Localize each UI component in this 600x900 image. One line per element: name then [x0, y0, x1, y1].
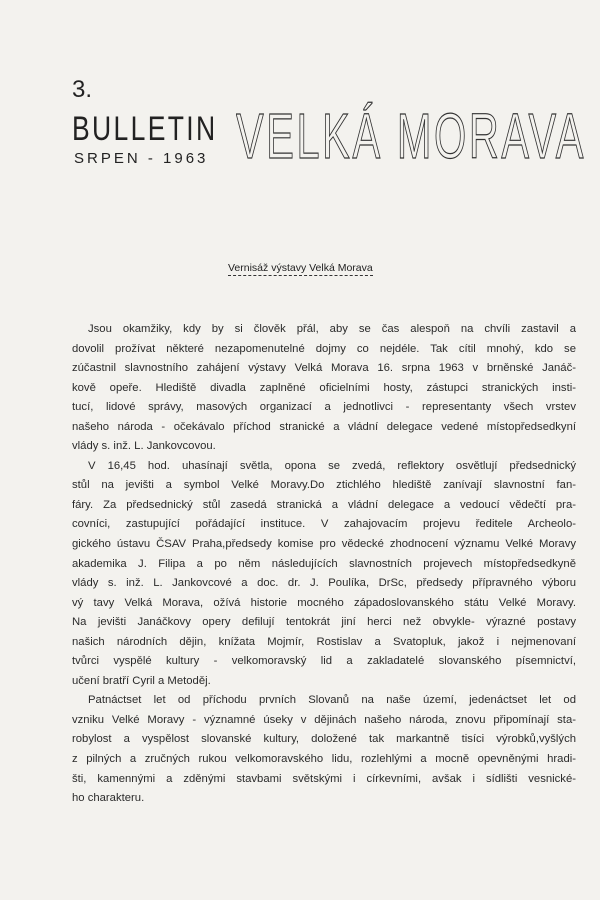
- text-line: zúčastnil slavnostního zahájení výstavy Velká Morava 16. srpna 1963 v brněnské Janáč-: [72, 362, 576, 375]
- text-line: vlády s. inž. L. Jankovcové a doc. dr. J. Poulíka, DrSc, předsedy přípravného výboru: [72, 577, 576, 590]
- issue-date: SRPEN - 1963: [74, 150, 209, 167]
- velka-morava-logo: [236, 98, 590, 166]
- text-line: našich národních dějin, knížata Mojmír, Rostislav a Svatopluk, jakož i nejmenovaní: [72, 635, 576, 648]
- article-title: Vernisáž výstavy Velká Morava: [228, 262, 373, 274]
- issue-number: 3.: [72, 76, 93, 103]
- bulletin-label: BULLETIN: [72, 110, 218, 148]
- text-line: robylost a vyspělost slovanské kultury, doložené tak markantně tisíci výrobků,vyšlých: [72, 733, 576, 746]
- text-line: fáry. Za předsednický stůl zasedá stranická a vládní delegace a vedoucí vědečtí pra-: [72, 498, 576, 511]
- text-line: covníci, zastupující pořádající instituce. V zahajovacím projevu ředitele Archeolo-: [72, 518, 576, 531]
- text-line: Jsou okamžiky, kdy by si člověk přál, aby se čas alespoň na chvíli zastavil a: [88, 323, 576, 335]
- text-line: našeho národa - očekávalo příchod stranické a vládní delegace vedené místopředsedkyní: [72, 420, 576, 433]
- text-line: tucí, lidové správy, masových organizací a jednotlivci - representanty všech vrstev: [72, 401, 576, 414]
- text-line: vý tavy Velká Morava, ožívá historie mocného západoslovanského státu Velké Moravy.: [72, 596, 576, 609]
- text-line: akademika J. Filipa a po něm následujících slavnostních projevech místopředsedkyně: [72, 557, 576, 570]
- text-line: V 16,45 hod. uhasínají světla, opona se zvedá, reflektory osvětlují předsednický: [88, 459, 576, 472]
- text-line: Patnáctset let od příchodu prvních Slovanů na naše území, jedenáctset let od: [88, 694, 576, 707]
- text-line: ho charakteru.: [72, 792, 145, 805]
- article-body: [72, 320, 576, 809]
- text-line: vzniku Velké Moravy - významné úseky v dějinách našeho národa, znovu připomínají sta-: [72, 713, 576, 726]
- text-line: dovolil prožívat některé nezapomenutelné dojmy co nejdéle. Tak cítil mnohý, kdo se: [72, 342, 576, 355]
- text-line: kově opeře. Hlediště divadla zaplněné oficielními hosty, zástupci stranických insti-: [72, 381, 576, 394]
- text-line: Na jevišti Janáčkovy opery defilují tentokrát jiní herci než obvykle- výrazné postavy: [72, 616, 576, 629]
- text-line: z pilných a zručných rukou velkomoravského lidu, rozlehlými a mocně opevněnými hradi-: [72, 753, 576, 766]
- text-line: šti, kamennými a zděnými stavbami světskými i církevními, avšak i sídlišti vesnické-: [72, 772, 576, 785]
- logo-text: VELKÁ MORAVA: [236, 100, 586, 166]
- text-line: vlády s. inž. L. Jankovcovou.: [72, 440, 216, 453]
- text-line: tvůrci vyspělé kultury - velkomoravský lid a zakladatelé slovanského písemnictví,: [72, 655, 576, 668]
- text-line: stůl na jevišti a symbol Velké Moravy.Do ztichlého hlediště zanívají slavnostní fan-: [72, 479, 576, 492]
- text-line: gického ústavu ČSAV Praha,předsedy komise pro vědecké zhodnocení významu Velké Moravy: [72, 538, 576, 551]
- text-line: učení bratří Cyril a Metoděj.: [72, 674, 211, 687]
